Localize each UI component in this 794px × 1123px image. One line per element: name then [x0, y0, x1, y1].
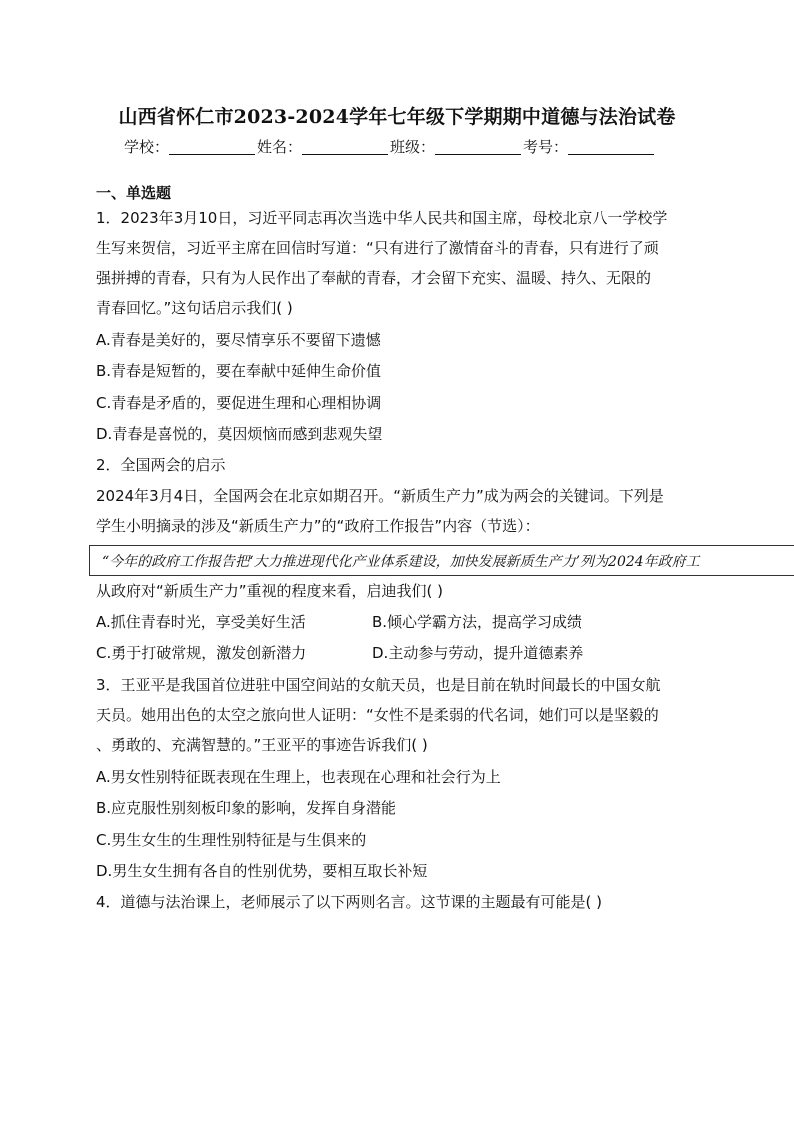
name-label: 姓名：: [257, 138, 303, 156]
q1-option-d: D.青春是喜悦的，莫因烦恼而感到悲观失望: [96, 425, 383, 443]
student-info-row: [124, 136, 656, 157]
exam-no-blank: [568, 139, 654, 155]
q2-quote-box: [89, 545, 794, 576]
q4-line: 4．道德与法治课上，老师展示了以下两则名言。这节课的主题最有可能是( ): [96, 893, 603, 911]
q1-option-a: A.青春是美好的，要尽情享乐不要留下遗憾: [96, 331, 381, 349]
class-label: 班级：: [390, 138, 436, 156]
section-title: 一、单选题: [96, 184, 172, 202]
q1-line: 1．2023年3月10日，习近平同志再次当选中华人民共和国主席，母校北京八一学校学: [96, 209, 668, 227]
q2-option-b: B.倾心学霸方法，提高学习成绩: [372, 613, 583, 631]
q3-option-b: B.应克服性别刻板印象的影响，发挥自身潜能: [96, 799, 397, 817]
exam-title: 山西省怀仁市2023-2024学年七年级下学期期中道德与法治试卷: [118, 106, 676, 128]
name-blank: [302, 139, 388, 155]
q2-line: 2024年3月4日，全国两会在北京如期召开。“新质生产力”成为两会的关键词。下列是: [96, 487, 664, 505]
school-label: 学校：: [124, 138, 170, 156]
q1-line: 生写来贺信，习近平主席在回信时写道：“只有进行了激情奋斗的青春，只有进行了顽: [96, 239, 659, 257]
q3-option-d: D.男生女生拥有各自的性别优势，要相互取长补短: [96, 862, 428, 880]
q1-option-b: B.青春是短暂的，要在奉献中延伸生命价值: [96, 362, 382, 380]
q2-question: 从政府对“新质生产力”重视的程度来看，启迪我们( ): [96, 582, 444, 600]
q2-line: 学生小明摘录的涉及“新质生产力”的“政府工作报告”内容（节选）：: [96, 517, 540, 535]
q2-option-row: [96, 642, 584, 663]
q3-option-c: C.男生女生的生理性别特征是与生俱来的: [96, 831, 367, 849]
q2-option-a: A.抓住青春时光，享受美好生活: [96, 613, 306, 631]
q3-line: 、勇敢的、充满智慧的。”王亚平的事迹告诉我们( ): [96, 736, 428, 754]
class-blank: [435, 139, 521, 155]
q2-option-c: C.勇于打破常规，激发创新潜力: [96, 644, 307, 662]
q2-heading: 2．全国两会的启示: [96, 456, 226, 474]
exam-no-label: 考号：: [523, 138, 569, 156]
q3-line: 天员。她用出色的太空之旅向世人证明：“女性不是柔弱的代名词，她们可以是坚毅的: [96, 706, 659, 724]
q2-option-row: [96, 611, 583, 632]
q1-line: 青春回忆。”这句话启示我们( ): [96, 299, 293, 317]
q2-option-d: D.主动参与劳动，提升道德素养: [372, 644, 584, 662]
q3-line: 3．王亚平是我国首位进驻中国空间站的女航天员，也是目前在轨时间最长的中国女航: [96, 676, 661, 694]
school-blank: [169, 139, 255, 155]
q2-quote-text: “今年的政府工作报告把‘大力推进现代化产业体系建设，加快发展新质生产力’列为2024年政府工: [102, 554, 700, 570]
q1-option-c: C.青春是矛盾的，要促进生理和心理相协调: [96, 394, 382, 412]
q3-option-a: A.男女性别特征既表现在生理上，也表现在心理和社会行为上: [96, 768, 501, 786]
q1-line: 强拼搏的青春，只有为人民作出了奉献的青春，才会留下充实、温暖、持久、无限的: [96, 269, 652, 287]
